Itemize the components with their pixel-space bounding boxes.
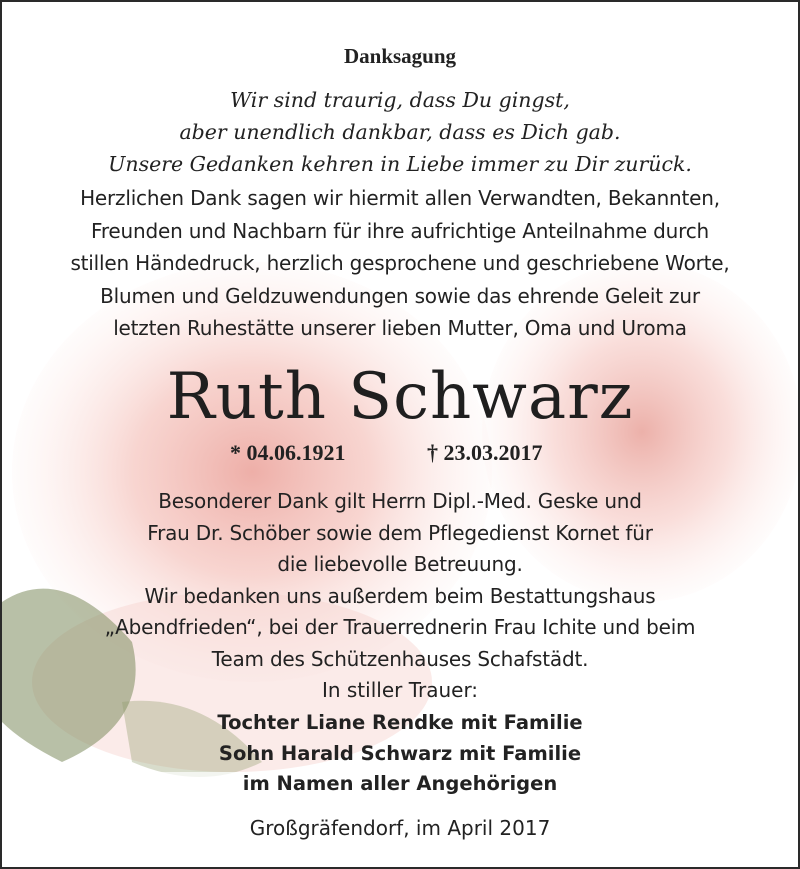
thanks-line: stillen Händedruck, herzlich gesprochene und geschriebene Worte, — [70, 251, 730, 275]
special-thanks-line: „Abendfrieden“, bei der Trauerrednerin Frau Ichite und beim — [104, 615, 696, 639]
thanks-line: Herzlichen Dank sagen wir hiermit allen Verwandten, Bekannten, — [80, 186, 720, 210]
thanks-line: letzten Ruhestätte unserer lieben Mutter, Oma und Uroma — [113, 316, 687, 340]
mourning-family — [2, 708, 798, 800]
special-thanks — [2, 486, 798, 675]
special-thanks-line: Team des Schützenhauses Schafstädt. — [211, 646, 589, 671]
special-thanks-line: Wir bedanken uns außerdem beim Bestattungshaus — [144, 583, 656, 608]
poem-line: Wir sind traurig, dass Du gingst, — [230, 88, 570, 112]
family-line: Sohn Harald Schwarz mit Familie — [218, 741, 582, 765]
poem-line: aber unendlich dankbar, dass es Dich gab. — [179, 120, 621, 144]
poem — [2, 84, 798, 180]
mourning-label: In stiller Trauer: — [321, 678, 479, 702]
special-thanks-line: die liebevolle Betreuung. — [277, 552, 523, 576]
death-date: † 23.03.2017 — [427, 440, 543, 465]
heading: Danksagung — [343, 44, 457, 68]
thanks-line: Freunden und Nachbarn für ihre aufrichtige Anteilnahme durch — [90, 218, 710, 243]
deceased-name: Ruth Schwarz — [166, 360, 634, 434]
thanks-line: Blumen und Geldzuwendungen sowie das ehrende Geleit zur — [100, 283, 700, 308]
family-line: im Namen aller Angehörigen — [242, 772, 558, 795]
birth-date: * 04.06.1921 — [230, 440, 346, 465]
place-date: Großgräfendorf, im April 2017 — [249, 816, 551, 840]
special-thanks-line: Frau Dr. Schöber sowie dem Pflegedienst Kornet für — [147, 520, 653, 545]
thanks-paragraph — [2, 182, 798, 345]
special-thanks-line: Besonderer Dank gilt Herrn Dipl.-Med. Geske und — [158, 489, 642, 513]
poem-line: Unsere Gedanken kehren in Liebe immer zu Dir zurück. — [108, 152, 692, 176]
family-line: Tochter Liane Rendke mit Familie — [217, 711, 583, 734]
